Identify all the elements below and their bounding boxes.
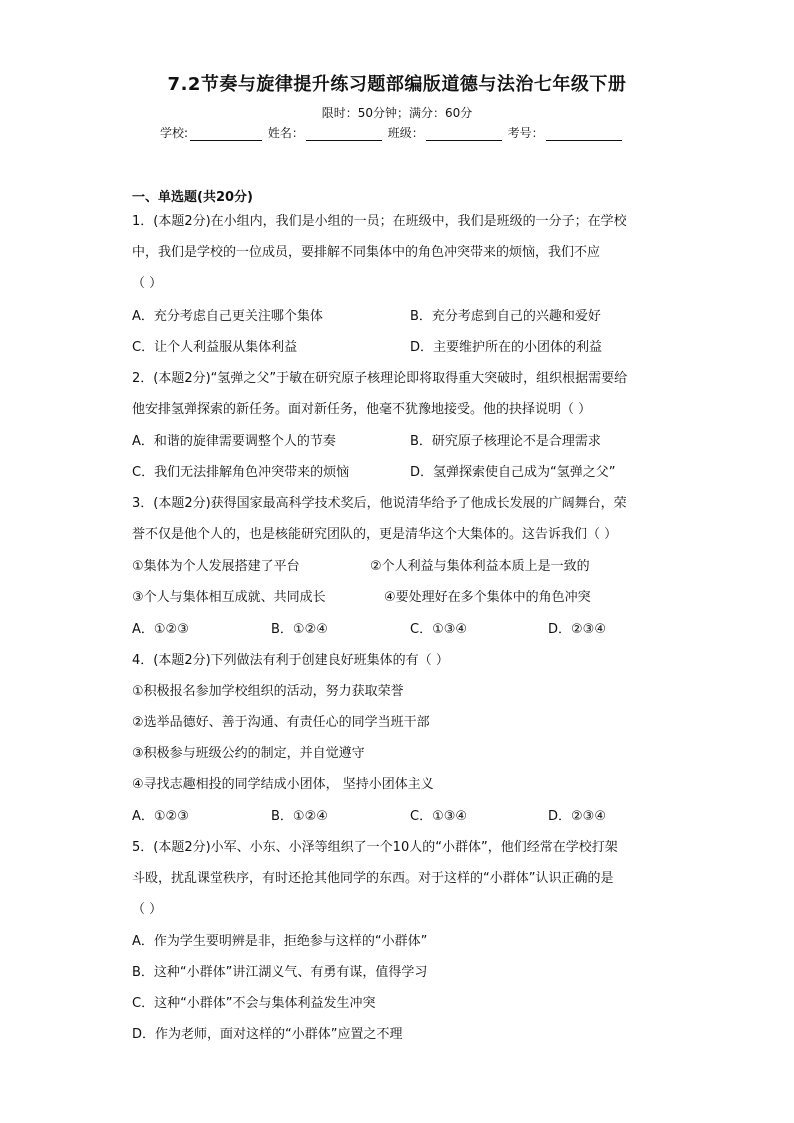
q3-item-1: ①集体为个人发展搭建了平台 <box>132 559 300 574</box>
q2-option-b: B．研究原子核理论不是合理需求 <box>410 434 601 449</box>
name-blank <box>306 126 382 141</box>
q1-stem-line-2: 中，我们是学校的一位成员，要排解不同集体中的角色冲突带来的烦恼，我们不应 <box>132 245 601 260</box>
q4-option-a: A．①②③ <box>132 809 189 824</box>
q2-option-a: A．和谐的旋律需要调整个人的节奏 <box>132 434 336 449</box>
q5-option-d: D．作为老师，面对这样的“小群体”应置之不理 <box>132 1027 403 1042</box>
q3-stem-line-1: 3．(本题2分)获得国家最高科学技术奖后，他说清华给予了他成长发展的广阔舞台，荣 <box>132 496 627 511</box>
q4-option-c: C．①③④ <box>410 809 468 824</box>
class-blank <box>426 126 502 141</box>
q5-option-c: C．这种“小群体”不会与集体利益发生冲突 <box>132 996 376 1011</box>
q4-option-b: B．①②④ <box>271 809 328 824</box>
q2-option-c: C．我们无法排解角色冲突带来的烦恼 <box>132 465 350 480</box>
school-blank <box>190 126 262 141</box>
exam-no-label: 考号： <box>507 126 544 140</box>
q3-stem-line-2: 誉不仅是他个人的，也是核能研究团队的，更是清华这个大集体的。这告诉我们（ ） <box>132 527 618 542</box>
q3-item-2: ②个人利益与集体利益本质上是一致的 <box>370 559 590 574</box>
exam-title: 7.2节奏与旋律提升练习题部编版道德与法治七年级下册 <box>167 74 627 95</box>
class-label: 班级： <box>387 126 424 140</box>
q1-option-c: C．让个人利益服从集体利益 <box>132 340 298 355</box>
q4-item-2: ②选举品德好、善于沟通、有责任心的同学当班干部 <box>132 715 430 730</box>
q1-option-a: A．充分考虑自己更关注哪个集体 <box>132 309 323 324</box>
q3-item-4: ④要处理好在多个集体中的角色冲突 <box>384 590 591 605</box>
student-info-row <box>160 124 624 141</box>
q2-option-d: D．氢弹探索使自己成为“氢弹之父” <box>410 465 616 480</box>
exam-no-blank <box>546 126 622 141</box>
q4-item-1: ①积极报名参加学校组织的活动，努力获取荣誉 <box>132 684 404 699</box>
q3-option-c: C．①③④ <box>410 622 468 637</box>
q5-stem-line-2: 斗殴，扰乱课堂秩序，有时还抢其他同学的东西。对于这样的“小群体”认识正确的是 <box>132 871 614 886</box>
section-heading: 一、单选题(共20分) <box>132 190 253 205</box>
q5-stem-line-1: 5．(本题2分)小军、小东、小泽等组织了一个10人的“小群体”，他们经常在学校打架 <box>132 840 618 855</box>
q4-option-d: D．②③④ <box>548 809 606 824</box>
q1-option-b: B．充分考虑到自己的兴趣和爱好 <box>410 309 601 324</box>
q1-stem-line-3: （ ） <box>132 276 163 291</box>
q5-option-b: B．这种“小群体”讲江湖义气、有勇有谋，值得学习 <box>132 965 428 980</box>
name-label: 姓名： <box>267 126 304 140</box>
q3-option-d: D．②③④ <box>548 622 606 637</box>
q3-option-a: A．①②③ <box>132 622 189 637</box>
q3-option-b: B．①②④ <box>271 622 328 637</box>
q4-item-4: ④寻找志趣相投的同学结成小团体， 坚持小团体主义 <box>132 777 434 792</box>
q2-stem-line-2: 他安排氢弹探索的新任务。面对新任务，他毫不犹豫地接受。他的抉择说明（ ） <box>132 402 592 417</box>
q1-stem-line-1: 1．(本题2分)在小组内，我们是小组的一员；在班级中，我们是班级的一分子；在学校 <box>132 214 627 229</box>
q2-stem-line-1: 2．(本题2分)“氢弹之父”于敏在研究原子核理论即将取得重大突破时，组织根据需要给 <box>132 371 628 386</box>
q5-stem-line-3: （ ） <box>132 902 163 917</box>
q4-stem-line-1: 4．(本题2分)下列做法有利于创建良好班集体的有（ ） <box>132 653 449 668</box>
exam-meta: 限时：50分钟；满分：60分 <box>321 106 473 120</box>
q1-option-d: D．主要维护所在的小团体的利益 <box>410 340 603 355</box>
q4-item-3: ③积极参与班级公约的制定，并自觉遵守 <box>132 746 365 761</box>
q5-option-a: A．作为学生要明辨是非，拒绝参与这样的“小群体” <box>132 934 428 949</box>
school-label: 学校: <box>160 126 189 140</box>
q3-item-3: ③个人与集体相互成就、共同成长 <box>132 590 326 605</box>
